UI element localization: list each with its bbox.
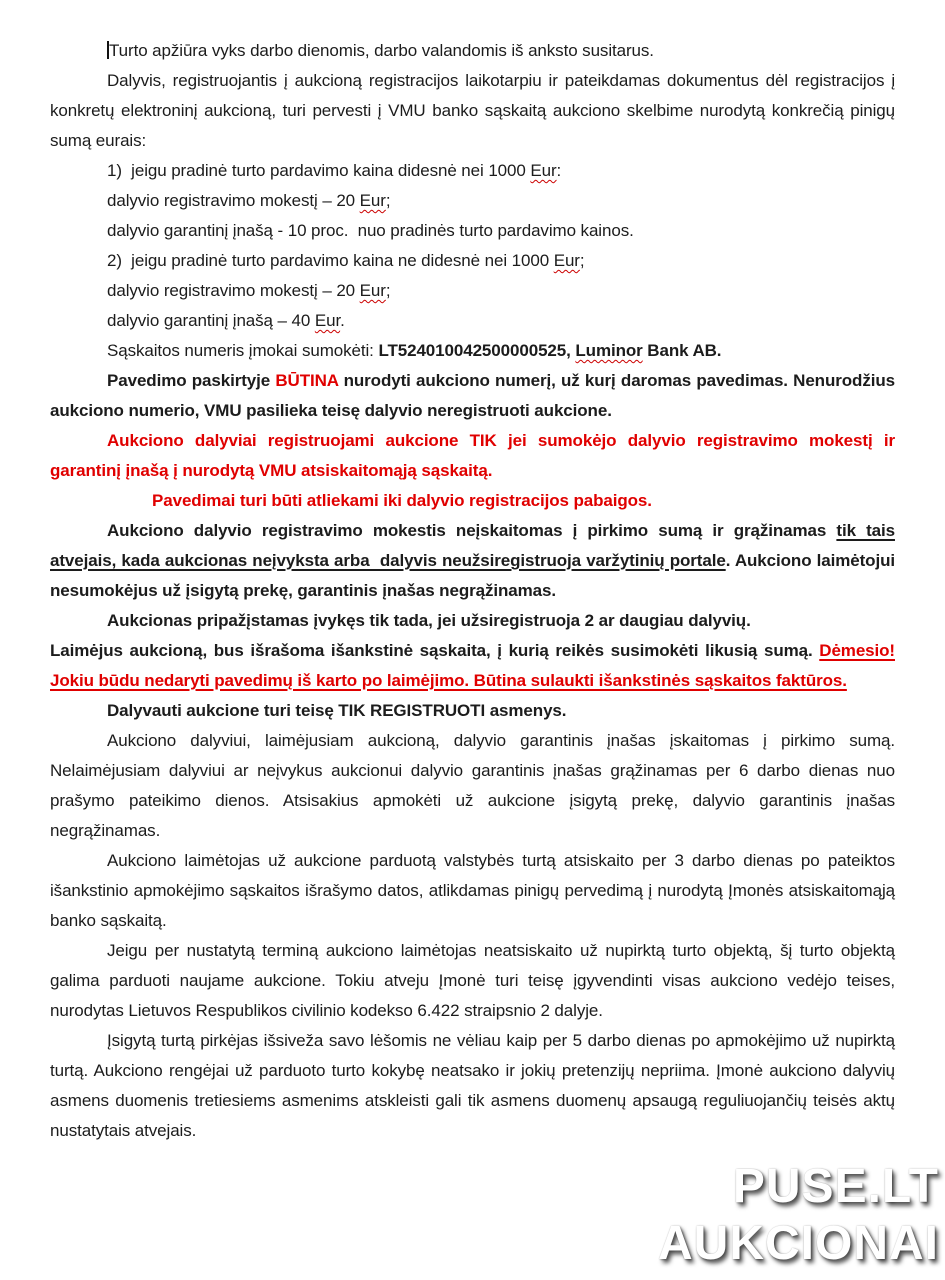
text-run: Dėmesio! Jokiu būdu nedaryti pavedimų iš karto po laimėjimo. Būtina sulaukti išankstinės sąskaitos faktūros. [50, 641, 895, 690]
text-run: Sąskaitos numeris įmokai sumokėti: [107, 341, 379, 360]
text-run: LT524010042500000525, [378, 341, 576, 360]
text-run: 2) jeigu pradinė turto pardavimo kaina ne didesnė nei 1000 [107, 251, 554, 270]
text-run: ; [579, 251, 585, 270]
paragraph [50, 66, 895, 156]
watermark-line2: AUKCIONAI [658, 1217, 939, 1270]
text-run: Dalyvauti aukcione turi teisę TIK REGISTRUOTI asmenys. [107, 701, 567, 720]
text-run: Turto apžiūra vyks darbo dienomis, darbo valandomis iš anksto susitarus. [109, 41, 654, 60]
paragraph [50, 336, 895, 366]
paragraph [50, 366, 895, 426]
text-run: nurodyti aukciono numerį, už kurį daromas pavedimas. Nenurodžius aukciono numerio, VMU pasilieka teisę dalyvio neregistruoti aukcione. [50, 371, 895, 420]
text-run: Dalyvis, registruojantis į aukcioną registracijos laikotarpiu ir pateikdamas dokumentus dėl registracijos į konkretų elektroninį aukcioną, turi pervesti į VMU banko sąskaitą aukciono skelbime nurodytą konkrečią pinigų sumą eurais: [50, 71, 895, 150]
paragraph [50, 636, 895, 696]
text-run: dalyvio registravimo mokestį – 20 [107, 281, 360, 300]
text-run: Aukciono dalyviui, laimėjusiam aukcioną, dalyvio garantinis įnašas įskaitomas į pirkimo sumą. Nelaimėjusiam dalyviui ar neįvykus aukcionui dalyvio garantinis įnašas grąžinamas per 6 darbo dienas nuo prašymo pateikimo dienos. Atsisakius apmokėti už aukcione įsigytą prekę, dalyvio garantinis įnašas negrąžinamas. [50, 731, 895, 840]
text-run: Aukcionas pripažįstamas įvykęs tik tada, jei užsiregistruoja 2 ar daugiau dalyvių. [107, 611, 751, 630]
paragraph [50, 606, 895, 636]
text-run: Eur [359, 281, 386, 300]
paragraph [50, 1026, 895, 1146]
paragraph [50, 846, 895, 936]
text-run: Įsigytą turtą pirkėjas išsiveža savo lėšomis ne vėliau kaip per 5 darbo dienas po apmokėjimo už nupirktą turtą. Aukciono rengėjai už parduoto turto kokybę neatsako ir jokių pretenzijų nepriima. Įmonė aukciono dalyvių asmens duomenis tretiesiems asmenims atskleisti gali tik asmens duomenų apsaugą reguliuojančių teisės aktų nustatytais atvejais. [50, 1031, 895, 1140]
text-run: Bank AB. [642, 341, 722, 360]
text-run: Jeigu per nustatytą terminą aukciono laimėtojas neatsiskaito už nupirktą turto objektą, šį turto objektą galima parduoti naujame aukcione. Tokiu atveju Įmonė turi teisę įgyvendinti visas aukciono vedėjo teises, nurodytas Lietuvos Respublikos civilinio kodekso 6.422 straipsnio 2 dalyje. [50, 941, 895, 1020]
paragraph [107, 186, 895, 216]
watermark [658, 1158, 939, 1272]
text-run: Pavedimai turi būti atliekami iki dalyvio registracijos pabaigos. [152, 491, 652, 510]
text-run: : [556, 161, 562, 180]
text-run: Luminor [575, 341, 643, 360]
text-run: dalyvio garantinį įnašą - 10 proc. nuo pradinės turto pardavimo kainos. [107, 221, 634, 240]
text-run: Eur [553, 251, 580, 270]
text-run: Eur [314, 311, 341, 330]
text-run: Pavedimo paskirtyje [107, 371, 276, 390]
paragraph [107, 246, 895, 276]
text-run: Eur [359, 191, 386, 210]
text-run: ; [385, 191, 391, 210]
paragraph [50, 936, 895, 1026]
text-run: dalyvio garantinį įnašą – 40 [107, 311, 315, 330]
text-run: ; [385, 281, 391, 300]
paragraph [107, 306, 895, 336]
text-run: Aukciono dalyviai registruojami aukcione TIK jei sumokėjo dalyvio registravimo mokestį ir garantinį įnašą į nurodytą VMU atsiskaitomąją sąskaitą. [50, 431, 895, 480]
paragraph [50, 696, 895, 726]
paragraph [50, 726, 895, 846]
text-run: . Aukciono laimėtojui nesumokėjus už įsigytą prekę, garantinis įnašas negrąžinamas. [50, 551, 895, 600]
text-run: . [340, 311, 345, 330]
text-run: BŪTINA [275, 371, 339, 390]
paragraph [107, 216, 895, 246]
text-run: Eur [530, 161, 557, 180]
paragraph [50, 36, 895, 66]
paragraph [107, 276, 895, 306]
watermark-line1: PUSE.LT [732, 1160, 939, 1213]
text-run: Laimėjus aukcioną, bus išrašoma išankstinė sąskaita, į kurią reikės susimokėti likusią sumą. [50, 641, 820, 660]
text-run: 1) jeigu pradinė turto pardavimo kaina didesnė nei 1000 [107, 161, 531, 180]
text-run: dalyvio registravimo mokestį – 20 [107, 191, 360, 210]
text-run: Aukciono dalyvio registravimo mokestis neįskaitomas į pirkimo sumą ir grąžinamas [107, 521, 837, 540]
paragraph [50, 426, 895, 486]
paragraph [50, 516, 895, 606]
text-run: tik tais atvejais, kada aukcionas neįvyksta arba dalyvis neužsiregistruoja varžytinių portale [50, 521, 895, 570]
paragraph [107, 156, 895, 186]
paragraph [50, 486, 895, 516]
text-run: Aukciono laimėtojas už aukcione parduotą valstybės turtą atsiskaito per 3 darbo dienas po pateiktos išankstinio apmokėjimo sąskaitos išrašymo datos, atlikdamas pinigų pervedimą į nurodytą Įmonės atsiskaitomąją banko sąskaitą. [50, 851, 895, 930]
